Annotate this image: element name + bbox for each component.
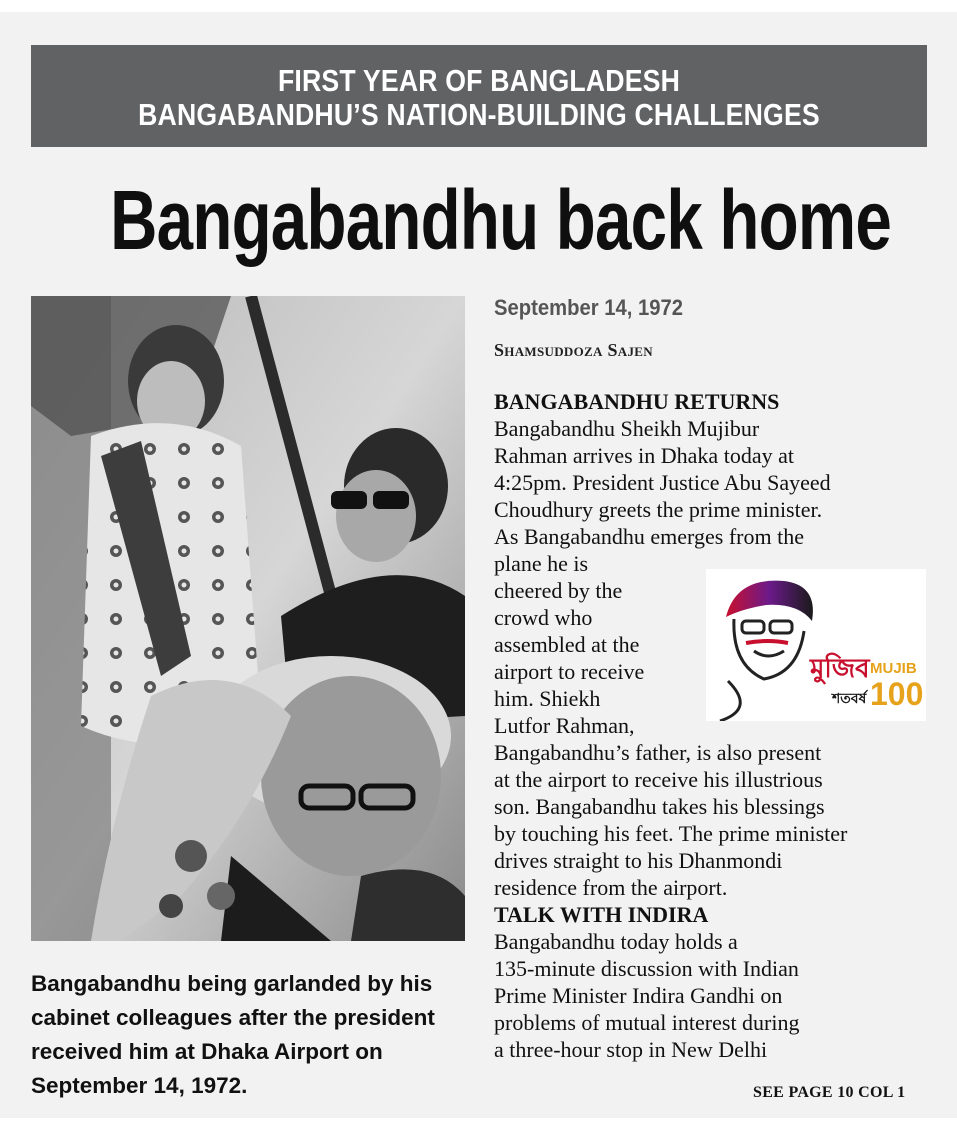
body-line: airport to receive [494, 659, 645, 684]
body-line: crowd who [494, 605, 593, 630]
archival-photo-illustration [31, 296, 465, 941]
news-photo [31, 296, 465, 941]
body-line: residence from the airport. [494, 875, 728, 900]
headline-text: Bangabandhu back home [110, 173, 892, 267]
logo-bengali-text: মুজিব [810, 654, 870, 684]
body-line: 135-minute discussion with Indian [494, 956, 799, 981]
body-line: Bangabandhu’s father, is also present [494, 740, 822, 765]
mujib-portrait-logo [706, 569, 926, 721]
body-line: As Bangabandhu emerges from the [494, 524, 804, 549]
logo-bengali-sub: শতবর্ষ [832, 691, 867, 707]
body-line: by touching his feet. The prime minister [494, 821, 848, 846]
body-line: at the airport to receive his illustrious [494, 767, 823, 792]
mujib-100-logo [706, 569, 926, 721]
body-line: drives straight to his Dhanmondi [494, 848, 783, 873]
body-line: assembled at the [494, 632, 640, 657]
body-line: Bangabandhu Sheikh Mujibur [494, 416, 760, 441]
article-body-section-1 [494, 388, 934, 1063]
subhead-returns: BANGABANDHU RETURNS [494, 389, 780, 414]
photo-caption: Bangabandhu being garlanded by his cabinet colleagues after the president received him at Dhaka Airport on September 14, 1972. [31, 971, 435, 1098]
body-line: Bangabandhu today holds a [494, 929, 738, 954]
logo-mujib-label: MUJIB [870, 660, 917, 677]
headline [0, 172, 957, 268]
body-line: cheered by the [494, 578, 623, 603]
subhead-indira: TALK WITH INDIRA [494, 902, 709, 927]
byline: Shamsuddoza Sajen [494, 340, 653, 360]
body-line: Rahman arrives in Dhaka today at [494, 443, 794, 468]
body-line: him. Shiekh [494, 686, 601, 711]
continuation-note: SEE PAGE 10 COL 1 [753, 1084, 906, 1101]
body-line: plane he is [494, 551, 589, 576]
banner-line-2: BANGABANDHU’S NATION-BUILDING CHALLENGES [138, 97, 820, 132]
logo-100-number: 100 [870, 676, 924, 712]
newspaper-page [0, 12, 957, 1118]
body-line: 4:25pm. President Justice Abu Sayeed [494, 470, 831, 495]
body-line: son. Bangabandhu takes his blessings [494, 794, 825, 819]
body-line: Lutfor Rahman, [494, 713, 635, 738]
body-line: Choudhury greets the prime minister. [494, 497, 823, 522]
body-line: Prime Minister Indira Gandhi on [494, 983, 783, 1008]
banner-line-1: FIRST YEAR OF BANGLADESH [277, 63, 681, 98]
series-banner [31, 45, 927, 147]
body-line: a three-hour stop in New Delhi [494, 1037, 768, 1062]
dateline: September 14, 1972 [494, 295, 684, 320]
body-line: problems of mutual interest during [494, 1010, 800, 1035]
